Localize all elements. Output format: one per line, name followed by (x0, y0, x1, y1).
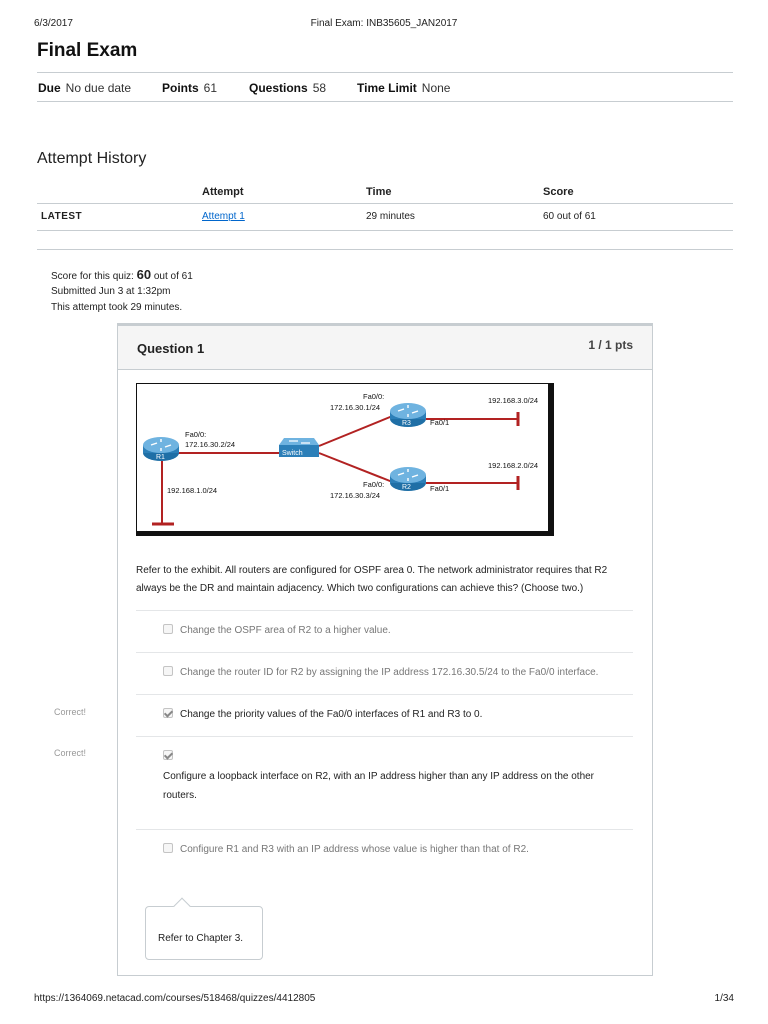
attempt-duration: This attempt took 29 minutes. (51, 302, 183, 313)
attempt-time: 29 minutes (366, 211, 415, 222)
answer-option-4-text: Configure a loopback interface on R2, with an IP address higher than any IP address on the other routers. (163, 771, 595, 801)
answer-option-1[interactable]: Change the OSPF area of R2 to a higher value. (163, 624, 391, 636)
r2-label: R2 (402, 484, 411, 491)
print-page-number: 1/34 (714, 993, 734, 1004)
answer-divider (136, 610, 633, 611)
answer-option-3[interactable]: Change the priority values of the Fa0/0 interfaces of R1 and R3 to 0. (163, 708, 482, 720)
r2-fa00-label: Fa0/0: (363, 480, 385, 489)
r2-fa01-label: Fa0/1 (430, 484, 450, 493)
checkbox[interactable] (163, 843, 173, 853)
question-points: 1 / 1 pts (588, 338, 633, 352)
checkbox-checked[interactable] (163, 708, 173, 718)
meta-due: Due No due date (38, 81, 132, 95)
question-text: Refer to the exhibit. All routers are configured for OSPF area 0. The network administrator requires that R2 always be the DR and maintain adjacency. Which two configurations can achieve this? (Choose two.) (136, 565, 608, 594)
question-header (118, 326, 652, 370)
submitted-time: Submitted Jun 3 at 1:32pm (51, 286, 171, 297)
checkbox-checked[interactable] (163, 750, 173, 760)
col-header-time: Time (366, 186, 392, 198)
r3-fa00-label: Fa0/0: (363, 392, 385, 401)
attempt-score: 60 out of 61 (543, 211, 596, 222)
meta-points: Points 61 (162, 81, 218, 95)
latest-label: LATEST (41, 211, 83, 222)
r3-fa00-ip: 172.16.30.1/24 (330, 403, 381, 412)
attempt-1-link[interactable]: Attempt 1 (202, 211, 245, 222)
correct-label: Correct! (54, 707, 87, 717)
feedback-text: Refer to Chapter 3. (158, 933, 244, 944)
answer-option-5[interactable]: Configure R1 and R3 with an IP address whose value is higher than that of R2. (163, 843, 529, 855)
r1-fa00-label: Fa0/0: (185, 430, 207, 439)
print-date: 6/3/2017 (34, 18, 73, 29)
network-exhibit (136, 383, 554, 536)
checkbox[interactable] (163, 666, 173, 676)
col-header-attempt: Attempt (202, 186, 244, 198)
checkbox[interactable] (163, 624, 173, 634)
net-r1: 192.168.1.0/24 (167, 486, 218, 495)
page-title: Final Exam (37, 40, 138, 61)
net-r2: 192.168.2.0/24 (488, 461, 539, 470)
exhibit-bottom-edge (136, 531, 554, 536)
r1-label: R1 (156, 454, 165, 461)
exhibit-edge (548, 383, 554, 536)
switch-label: Switch (282, 450, 303, 457)
r1-fa00-ip: 172.16.30.2/24 (185, 440, 236, 449)
r2-fa00-ip: 172.16.30.3/24 (330, 491, 381, 500)
answer-divider (136, 736, 633, 737)
meta-time-limit: Time Limit None (357, 81, 451, 95)
attempt-history-title: Attempt History (37, 150, 147, 167)
print-doc-title: Final Exam: INB35605_JAN2017 (310, 18, 458, 29)
quiz-meta-bar (37, 72, 733, 102)
r3-label: R3 (402, 420, 411, 427)
r3-fa01-label: Fa0/1 (430, 418, 450, 427)
meta-questions: Questions 58 (249, 81, 327, 95)
answer-divider (136, 694, 633, 695)
print-url: https://1364069.netacad.com/courses/518468/quizzes/4412805 (34, 993, 316, 1004)
answer-option-4[interactable] (163, 750, 613, 805)
quiz-score: Score for this quiz: 60 out of 61 (51, 267, 193, 282)
attempt-row (37, 203, 733, 231)
answer-option-2[interactable]: Change the router ID for R2 by assigning the IP address 172.16.30.5/24 to the Fa0/0 interface. (163, 666, 598, 678)
col-header-score: Score (543, 186, 574, 198)
correct-label: Correct! (54, 748, 87, 758)
question-title: Question 1 (137, 341, 205, 356)
answer-divider (136, 829, 633, 830)
divider (37, 249, 733, 250)
answer-divider (136, 652, 633, 653)
net-r3: 192.168.3.0/24 (488, 396, 539, 405)
